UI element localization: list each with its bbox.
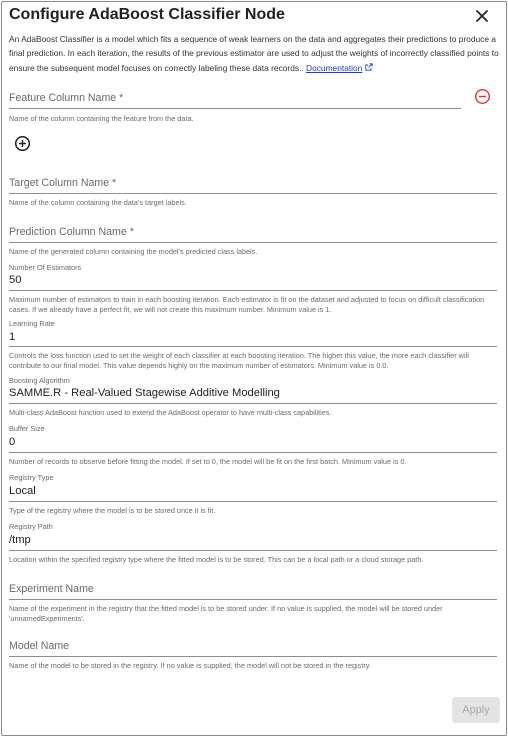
description-text: An AdaBoost Classifier is a model which fits a sequence of weak learners on the data and aggregates their predictions to produce a final prediction. In each iteration, the results of the previous estimator are used to adjust the weights of incorrectly classified points to ensure the subsequent model focuses on correctly labeling these data records.. xyxy=(9,34,499,73)
dialog-description xyxy=(9,32,501,75)
model-name-helper: Name of the model to be stored in the registry. If no value is supplied, the model will not be stored in the registry. xyxy=(9,661,371,670)
learning-rate-underline xyxy=(9,346,497,347)
apply-button[interactable]: Apply xyxy=(452,697,500,723)
prediction-column-input[interactable] xyxy=(9,242,497,243)
feature-column-input[interactable] xyxy=(9,108,461,109)
buffer-size-input[interactable]: 0 xyxy=(9,436,16,448)
registry-type-label: Registry Type xyxy=(9,473,54,482)
boosting-algorithm-select[interactable]: SAMME.R - Real-Valued Stagewise Additive Modelling xyxy=(9,387,280,399)
external-link-icon[interactable] xyxy=(365,61,373,69)
buffer-size-helper: Number of records to observe before fitting the model. If set to 0, the model will be fit on the first batch. Minimum value is 0. xyxy=(9,457,407,466)
feature-column-label: Feature Column Name * xyxy=(9,92,124,104)
target-column-helper: Name of the column containing the data's target labels. xyxy=(9,198,187,207)
model-name-input[interactable] xyxy=(9,656,497,657)
registry-path-input[interactable]: /tmp xyxy=(9,534,31,546)
experiment-name-label: Experiment Name xyxy=(9,583,94,595)
close-icon[interactable] xyxy=(474,8,490,24)
target-column-label: Target Column Name * xyxy=(9,177,117,189)
target-column-input[interactable] xyxy=(9,193,497,194)
learning-rate-helper: Controls the loss function used to set the weight of each classifier at each boosting iteration. The higher this value, the more each classifier will contribute to our final model. This value depends highly on the maximum number of estimators. Minimum value is 0.0. xyxy=(9,351,469,370)
registry-path-helper: Location within the specified registry type where the fitted model is to be stored. This can be a local path or a cloud storage path. xyxy=(9,555,424,564)
registry-type-helper: Type of the registry where the model is to be stored once it is fit. xyxy=(9,506,216,515)
num-estimators-input[interactable]: 50 xyxy=(9,274,22,286)
feature-column-helper: Name of the column containing the feature from the data. xyxy=(9,114,194,123)
registry-path-underline xyxy=(9,550,497,551)
add-circle-icon[interactable] xyxy=(14,135,31,152)
registry-path-label: Registry Path xyxy=(9,522,53,531)
num-estimators-label: Number Of Estimators xyxy=(9,263,82,272)
experiment-name-input[interactable] xyxy=(9,599,497,600)
boosting-algorithm-label: Boosting Algorithm xyxy=(9,376,70,385)
buffer-size-underline xyxy=(9,452,497,453)
boosting-algorithm-underline xyxy=(9,403,497,404)
registry-type-select[interactable]: Local xyxy=(9,485,36,497)
experiment-name-helper: Name of the experiment in the registry that the fitted model is to be stored under. If no value is supplied, the model will be stored under 'unnamedExperiments'. xyxy=(9,604,443,623)
dialog-title: Configure AdaBoost Classifier Node xyxy=(9,6,285,23)
model-name-label: Model Name xyxy=(9,640,70,652)
buffer-size-label: Buffer Size xyxy=(9,424,45,433)
prediction-column-helper: Name of the generated column containing the model's predicted class labels. xyxy=(9,247,258,256)
boosting-algorithm-helper: Multi-class AdaBoost function used to extend the AdaBoost operator to have multi-class capabilities. xyxy=(9,408,332,417)
learning-rate-input[interactable]: 1 xyxy=(9,331,16,343)
num-estimators-helper: Maximum number of estimators to train in each boosting iteration. Each estimator is fit on the dataset and adjusted to focus on difficult classification cases. If we already have a perfect fit, we will not create this maximum number. Minimum value is 1. xyxy=(9,295,485,314)
prediction-column-label: Prediction Column Name * xyxy=(9,226,134,238)
documentation-link[interactable]: Documentation xyxy=(306,62,363,73)
configure-node-dialog xyxy=(1,1,507,736)
num-estimators-underline xyxy=(9,290,497,291)
learning-rate-label: Learning Rate xyxy=(9,319,55,328)
remove-circle-icon[interactable] xyxy=(474,88,491,105)
registry-type-underline xyxy=(9,501,497,502)
